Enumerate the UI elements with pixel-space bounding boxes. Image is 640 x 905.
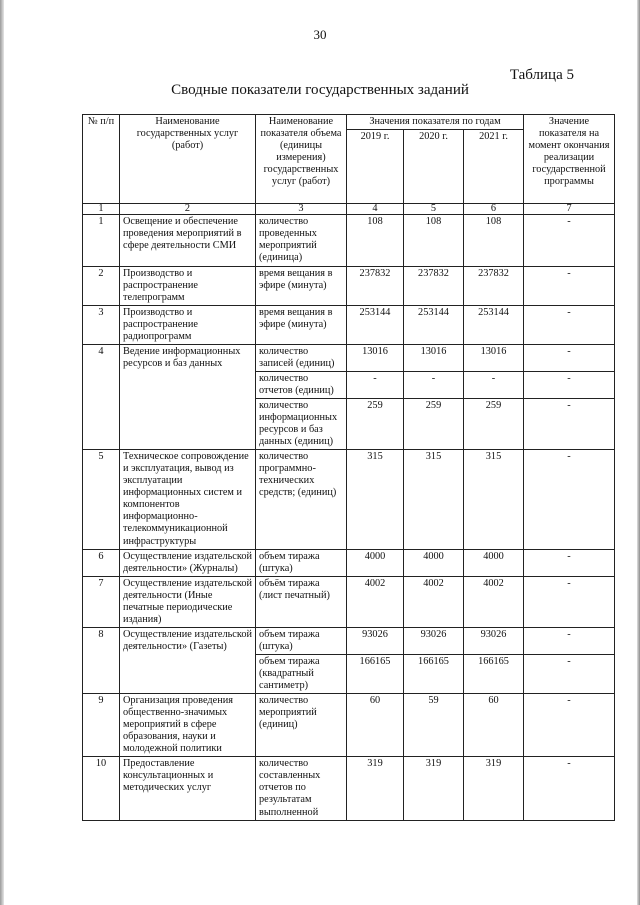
service-name: Осуществление издательской деятельности» (Газеты): [120, 627, 256, 693]
value-2020: 4000: [404, 549, 464, 576]
header-service: Наименование государственных услуг (работ): [120, 115, 256, 204]
value-2021: 93026: [464, 627, 524, 654]
final-value: -: [524, 757, 615, 820]
column-number: 2: [120, 204, 256, 215]
final-value: -: [524, 305, 615, 344]
value-2020: 237832: [404, 266, 464, 305]
value-2019: 93026: [347, 627, 404, 654]
column-number: 7: [524, 204, 615, 215]
table-row: [83, 694, 615, 757]
value-2019: 13016: [347, 344, 404, 371]
service-name: Ведение информационных ресурсов и баз данных: [120, 344, 256, 449]
final-value: -: [524, 694, 615, 757]
table-row: [83, 627, 615, 654]
value-2020: 59: [404, 694, 464, 757]
final-value: -: [524, 371, 615, 398]
value-2021: 259: [464, 399, 524, 450]
value-2019: 166165: [347, 654, 404, 693]
table-row: [83, 215, 615, 266]
final-value: -: [524, 344, 615, 371]
row-number: 5: [83, 450, 120, 549]
value-2021: 253144: [464, 305, 524, 344]
column-number-row: [83, 204, 615, 215]
table-row: [83, 549, 615, 576]
final-value: -: [524, 549, 615, 576]
row-number: 1: [83, 215, 120, 266]
final-value: -: [524, 627, 615, 654]
table-header: [83, 115, 615, 215]
service-name: Предоставление консультационных и методических услуг: [120, 757, 256, 820]
column-number: 6: [464, 204, 524, 215]
indicator-name: объем тиража (штука): [256, 549, 347, 576]
value-2020: 315: [404, 450, 464, 549]
table-body: [83, 215, 615, 820]
final-value: -: [524, 215, 615, 266]
value-2019: 319: [347, 757, 404, 820]
table-row: [83, 344, 615, 371]
value-2019: 237832: [347, 266, 404, 305]
value-2021: 108: [464, 215, 524, 266]
indicator-name: количество мероприятий (единиц): [256, 694, 347, 757]
summary-table: [82, 114, 615, 821]
final-value: -: [524, 450, 615, 549]
row-number: 6: [83, 549, 120, 576]
value-2021: 60: [464, 694, 524, 757]
header-indicator: Наименование показателя объема (единицы измерения) государственных услуг (работ): [256, 115, 347, 204]
header-year-2021: 2021 г.: [464, 130, 524, 204]
header-year-2019: 2019 г.: [347, 130, 404, 204]
column-number: 1: [83, 204, 120, 215]
service-name: Осуществление издательской деятельности» (Журналы): [120, 549, 256, 576]
value-2021: 237832: [464, 266, 524, 305]
value-2020: 259: [404, 399, 464, 450]
indicator-name: время вещания в эфире (минута): [256, 266, 347, 305]
value-2021: 315: [464, 450, 524, 549]
table-row: [83, 305, 615, 344]
column-number: 4: [347, 204, 404, 215]
row-number: 8: [83, 627, 120, 693]
service-name: Техническое сопровождение и эксплуатация, вывод из эксплуатации информационных систем и компонентов информационно-телекоммуникационной инфраструктуры: [120, 450, 256, 549]
row-number: 7: [83, 576, 120, 627]
scan-edge-left: [0, 0, 4, 905]
table-row: [83, 450, 615, 549]
final-value: -: [524, 576, 615, 627]
column-number: 5: [404, 204, 464, 215]
table-row: [83, 266, 615, 305]
indicator-name: количество программно-технических средств; (единиц): [256, 450, 347, 549]
row-number: 4: [83, 344, 120, 449]
table-row: [83, 576, 615, 627]
value-2021: 166165: [464, 654, 524, 693]
column-number: 3: [256, 204, 347, 215]
row-number: 2: [83, 266, 120, 305]
header-num: № п/п: [83, 115, 120, 204]
value-2020: -: [404, 371, 464, 398]
value-2021: 4000: [464, 549, 524, 576]
value-2020: 166165: [404, 654, 464, 693]
value-2020: 4002: [404, 576, 464, 627]
value-2019: 4002: [347, 576, 404, 627]
value-2019: -: [347, 371, 404, 398]
value-2021: 4002: [464, 576, 524, 627]
indicator-name: количество информационных ресурсов и баз данных (единиц): [256, 399, 347, 450]
value-2019: 259: [347, 399, 404, 450]
indicator-name: объём тиража (лист печатный): [256, 576, 347, 627]
value-2020: 108: [404, 215, 464, 266]
service-name: Осуществление издательской деятельности (Иные печатные периодические издания): [120, 576, 256, 627]
table-row: [83, 757, 615, 820]
header-year-2020: 2020 г.: [404, 130, 464, 204]
header-final-value: Значение показателя на момент окончания реализации государственной программы: [524, 115, 615, 204]
value-2019: 315: [347, 450, 404, 549]
document-title: Сводные показатели государственных заданий: [171, 82, 469, 98]
value-2021: -: [464, 371, 524, 398]
value-2019: 108: [347, 215, 404, 266]
row-number: 9: [83, 694, 120, 757]
indicator-name: количество составленных отчетов по результатам выполненной: [256, 757, 347, 820]
value-2020: 13016: [404, 344, 464, 371]
value-2019: 60: [347, 694, 404, 757]
final-value: -: [524, 266, 615, 305]
row-number: 3: [83, 305, 120, 344]
indicator-name: количество отчетов (единиц): [256, 371, 347, 398]
table-label: Таблица 5: [509, 67, 574, 83]
indicator-name: количество записей (единиц): [256, 344, 347, 371]
value-2021: 319: [464, 757, 524, 820]
header-values-group: Значения показателя по годам: [347, 115, 524, 130]
value-2020: 253144: [404, 305, 464, 344]
final-value: -: [524, 399, 615, 450]
page-number: 30: [313, 27, 327, 42]
indicator-name: время вещания в эфире (минута): [256, 305, 347, 344]
final-value: -: [524, 654, 615, 693]
indicator-name: объем тиража (штука): [256, 627, 347, 654]
service-name: Производство и распространение радиопрограмм: [120, 305, 256, 344]
value-2019: 4000: [347, 549, 404, 576]
row-number: 10: [83, 757, 120, 820]
value-2019: 253144: [347, 305, 404, 344]
service-name: Производство и распространение телепрограмм: [120, 266, 256, 305]
indicator-name: количество проведенных мероприятий (единица): [256, 215, 347, 266]
value-2020: 319: [404, 757, 464, 820]
value-2021: 13016: [464, 344, 524, 371]
service-name: Организация проведения общественно-значимых мероприятий в сфере образования, науки и молодежной политики: [120, 694, 256, 757]
indicator-name: объем тиража (квадратный сантиметр): [256, 654, 347, 693]
service-name: Освещение и обеспечение проведения мероприятий в сфере деятельности СМИ: [120, 215, 256, 266]
value-2020: 93026: [404, 627, 464, 654]
